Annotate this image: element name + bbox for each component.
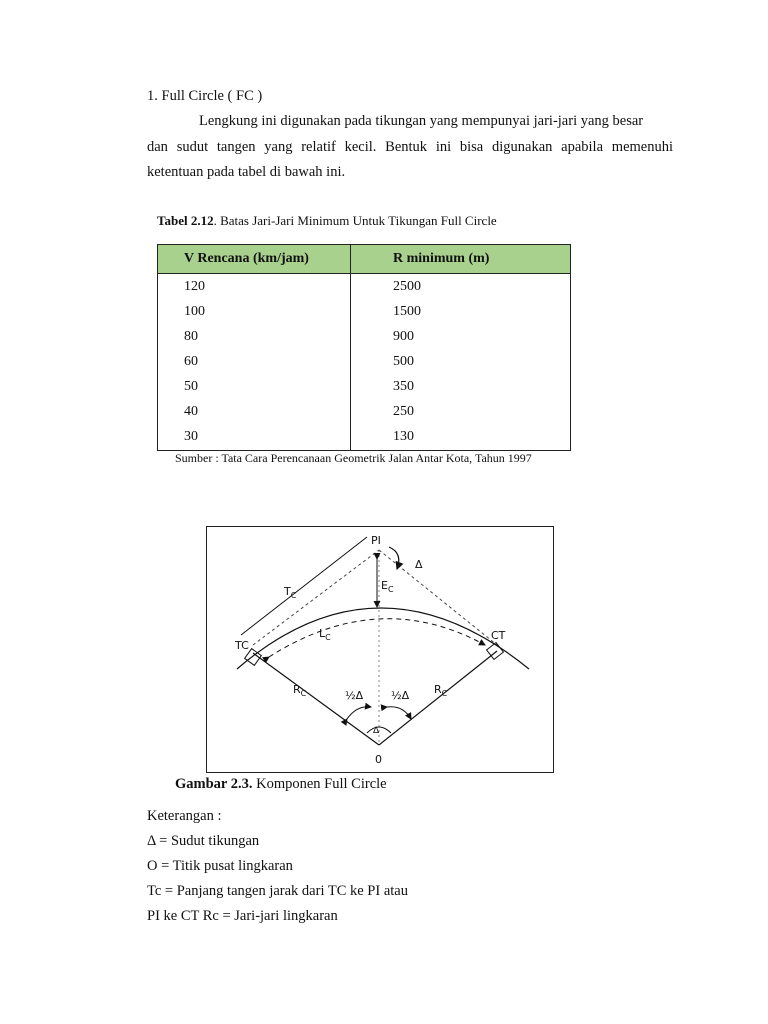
cell-speed: 60 xyxy=(158,349,351,374)
legend-line: PI ke CT Rc = Jari-jari lingkaran xyxy=(147,908,338,924)
legend-title: Keterangan : xyxy=(147,808,222,824)
table-row xyxy=(158,349,571,374)
cell-radius: 1500 xyxy=(351,299,571,324)
label-rc-left: $R_C$ xyxy=(293,683,307,698)
cell-radius: 500 xyxy=(351,349,571,374)
tangent-line-right xyxy=(379,550,497,645)
tangent-line-left xyxy=(253,550,379,645)
cell-speed: 40 xyxy=(158,399,351,424)
half-delta-arc-right xyxy=(387,707,411,719)
label-lc: $L_C$ xyxy=(319,627,331,642)
table-row xyxy=(158,274,571,300)
cell-speed: 80 xyxy=(158,324,351,349)
table-source: Sumber : Tata Cara Perencanaan Geometrik Jalan Antar Kota, Tahun 1997 xyxy=(175,451,532,465)
full-circle-figure xyxy=(206,526,554,773)
label-half-delta-left: ½Δ xyxy=(345,689,364,702)
label-ct-point: CT xyxy=(491,629,506,642)
header-speed: V Rencana (km/jam) xyxy=(158,245,351,274)
table-row xyxy=(158,324,571,349)
cell-speed: 100 xyxy=(158,299,351,324)
label-center-o: 0 xyxy=(375,753,382,766)
legend-line: O = Titik pusat lingkaran xyxy=(147,858,293,874)
legend-line: Tc = Panjang tangen jarak dari TC ke PI atau xyxy=(147,883,408,899)
table-row xyxy=(158,425,571,451)
label-pi: PI xyxy=(371,534,381,547)
label-rc-right: $R_C$ xyxy=(434,683,448,698)
header-radius: R minimum (m) xyxy=(351,245,571,274)
paragraph-line-2: dan sudut tangen yang relatif kecil. Bentuk ini bisa digunakan apabila memenuhi xyxy=(147,138,673,155)
full-circle-diagram xyxy=(207,527,553,772)
paragraph-line-3: ketentuan pada tabel di bawah ini. xyxy=(147,164,346,180)
delta-arc-arrow xyxy=(389,547,399,569)
cell-radius: 130 xyxy=(351,425,571,451)
tc-dimension-line xyxy=(241,537,367,635)
lc-arrow xyxy=(269,619,485,657)
cell-radius: 350 xyxy=(351,374,571,399)
label-half-delta-right: ½Δ xyxy=(391,689,410,702)
label-tc-length: $T_C$ xyxy=(284,585,297,600)
intro-paragraph xyxy=(147,109,673,186)
table-caption: Tabel 2.12. Batas Jari-Jari Minimum Untuk Tikungan Full Circle xyxy=(157,213,497,228)
table-row xyxy=(158,299,571,324)
legend-line: Δ = Sudut tikungan xyxy=(147,833,260,849)
label-center-delta: Δ xyxy=(373,726,380,736)
section-heading: 1. Full Circle ( FC ) xyxy=(147,88,263,104)
table-row xyxy=(158,399,571,424)
table-row xyxy=(158,374,571,399)
figure-caption: Gambar 2.3. Komponen Full Circle xyxy=(175,776,387,792)
table-header-row xyxy=(158,245,571,274)
cell-speed: 30 xyxy=(158,425,351,451)
cell-speed: 50 xyxy=(158,374,351,399)
cell-radius: 900 xyxy=(351,324,571,349)
paragraph-line-1: Lengkung ini digunakan pada tikungan yang mempunyai jari-jari yang besar xyxy=(199,113,644,129)
half-delta-arc-left xyxy=(347,707,371,719)
label-delta: Δ xyxy=(415,558,423,571)
label-tc-point: TC xyxy=(235,639,249,652)
cell-radius: 2500 xyxy=(351,274,571,300)
cell-speed: 120 xyxy=(158,274,351,300)
radius-table xyxy=(157,244,571,451)
cell-radius: 250 xyxy=(351,399,571,424)
label-ec: $E_C$ xyxy=(381,579,394,594)
